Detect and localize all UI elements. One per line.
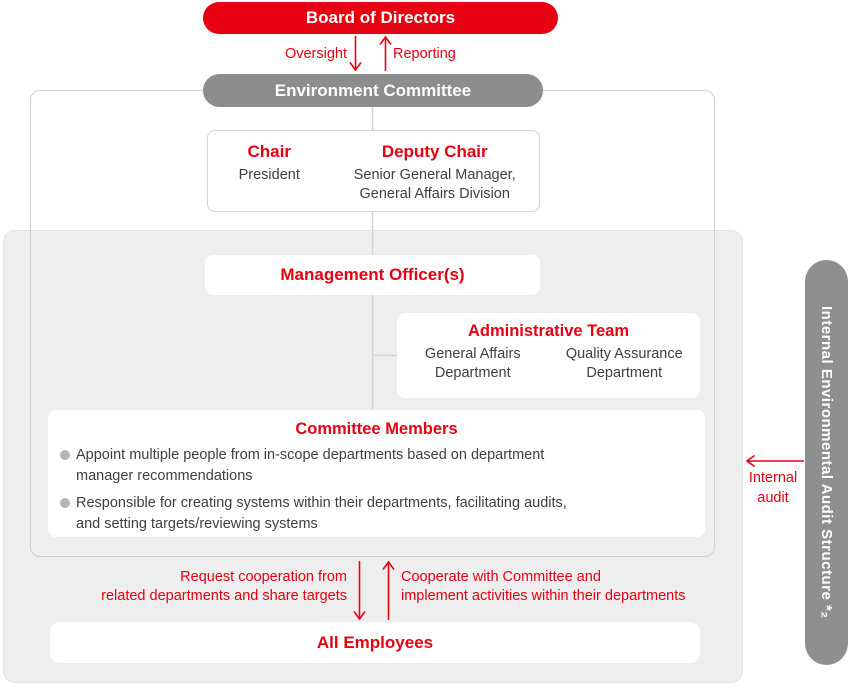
internal-audit-label: [739, 468, 807, 508]
chair-person: President: [238, 167, 300, 183]
all-employees-node: [50, 622, 700, 663]
bullet-dot-icon: [60, 498, 70, 508]
administrative-team-title: Administrative Team: [467, 322, 630, 340]
chair-title: Chair: [247, 142, 291, 161]
bullet-line1: Responsible for creating systems within their departments, facilitating audits,: [76, 495, 567, 511]
cooperate-line1: Cooperate with Committee and: [401, 569, 601, 585]
administrative-team-departments: [397, 345, 700, 383]
audit-structure-bar: [805, 260, 848, 665]
oversight-label: Oversight: [284, 46, 347, 62]
department-line2: Department: [586, 365, 663, 381]
chair-deputy-box: [207, 130, 540, 212]
internal-audit-line2: audit: [757, 490, 789, 506]
deputy-chair-title: Deputy Chair: [381, 142, 488, 161]
board-of-directors-node: [203, 2, 558, 34]
internal-audit-line1: Internal: [748, 470, 798, 486]
committee-members-bullets: [48, 445, 705, 535]
cooperate-line2: implement activities within their departments: [401, 588, 686, 604]
deputy-chair-person: [330, 166, 539, 204]
reporting-label: Reporting: [393, 46, 456, 62]
bullet-text: [76, 493, 567, 535]
audit-bar-label: Internal Environmental Audit Structure *₂: [818, 306, 835, 619]
deputy-chair-person-line1: Senior General Manager,: [353, 167, 516, 183]
administrative-team-box: [397, 313, 700, 398]
oversight-arrow: [350, 36, 361, 70]
request-cooperation-label: [40, 568, 347, 606]
internal-audit-arrow: [747, 456, 804, 467]
bullet-line2: and setting targets/reviewing systems: [76, 516, 318, 532]
department-line1: Quality Assurance: [565, 346, 683, 362]
board-of-directors-label: Board of Directors: [305, 8, 456, 27]
committee-members-box: [48, 410, 705, 537]
deputy-chair-column: [330, 142, 539, 211]
bullet-item: [60, 493, 705, 535]
department-item: [549, 345, 701, 383]
environment-committee-node: [203, 74, 543, 107]
chair-column: [208, 142, 330, 211]
request-line2: related departments and share targets: [101, 588, 347, 604]
department-line2: Department: [434, 365, 511, 381]
bullet-line1: Appoint multiple people from in-scope departments based on department: [76, 447, 545, 463]
cooperate-label: [401, 568, 731, 606]
management-officers-node: [205, 255, 540, 295]
committee-members-title: Committee Members: [295, 420, 458, 438]
bullet-dot-icon: [60, 450, 70, 460]
deputy-chair-person-line2: General Affairs Division: [359, 186, 510, 202]
bullet-text: [76, 445, 544, 487]
environment-committee-label: Environment Committee: [274, 80, 472, 100]
bullet-line2: manager recommendations: [76, 468, 253, 484]
department-item: [397, 345, 549, 383]
bullet-item: [60, 445, 705, 487]
reporting-arrow: [380, 37, 391, 71]
request-line1: Request cooperation from: [180, 569, 347, 585]
all-employees-label: All Employees: [316, 632, 434, 652]
department-line1: General Affairs: [424, 346, 521, 362]
management-officers-label: Management Officer(s): [280, 265, 465, 284]
